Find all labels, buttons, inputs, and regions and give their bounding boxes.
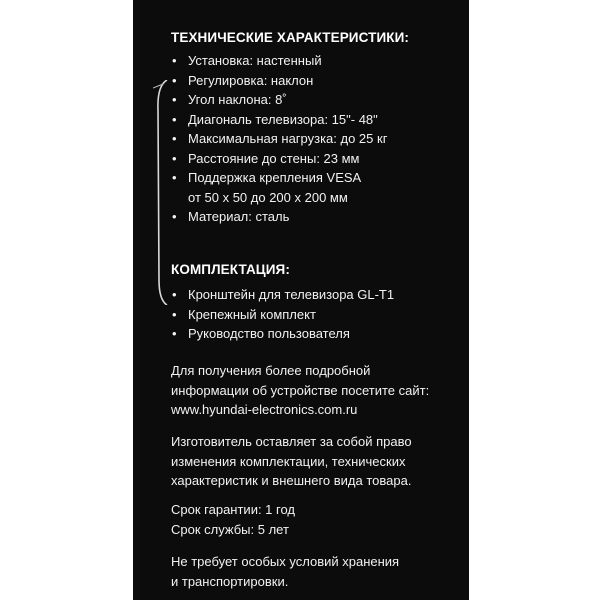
- kit-heading: КОМПЛЕКТАЦИЯ:: [171, 262, 290, 277]
- bullet-icon: •: [172, 53, 177, 68]
- kit-list: [171, 285, 394, 344]
- bullet-icon: •: [172, 170, 177, 185]
- spec-item-max-load: • Максимальная нагрузка: до 25 кг: [171, 129, 387, 149]
- kit-item-bracket: • Кронштейн для телевизора GL-T1: [171, 285, 394, 305]
- bullet-icon: •: [172, 131, 177, 146]
- spec-item-diagonal: • Диагональ телевизора: 15"- 48": [171, 110, 387, 130]
- bullet-icon: •: [172, 72, 177, 88]
- spec-item-mount: • Установка: настенный: [171, 51, 387, 71]
- bullet-icon: •: [172, 150, 177, 166]
- website-url: www.hyundai-electronics.com.ru: [171, 402, 358, 417]
- specs-heading: ТЕХНИЧЕСКИЕ ХАРАКТЕРИСТИКИ:: [171, 30, 410, 45]
- specs-list: [171, 51, 387, 227]
- spec-item-material: • Материал: сталь: [171, 207, 387, 227]
- bullet-icon: •: [172, 326, 177, 341]
- storage-note: Не требует особых условий хранения и транспортировки.: [171, 554, 400, 589]
- manufacturer-note: Изготовитель оставляет за собой право изменения комплектации, технических характеристик и внешнего вида товара.: [171, 434, 412, 488]
- bullet-icon: •: [172, 287, 177, 302]
- bullet-icon: •: [172, 209, 177, 224]
- bullet-icon: •: [172, 306, 177, 322]
- kit-item-manual: • Руководство пользователя: [171, 324, 394, 344]
- spec-item-wall-distance: • Расстояние до стены: 23 мм: [171, 149, 387, 169]
- spec-item-tilt-angle: • Угол наклона: 8˚: [171, 90, 387, 110]
- bullet-icon: •: [172, 111, 177, 127]
- bullet-icon: •: [172, 92, 177, 107]
- spec-item-adjust: • Регулировка: наклон: [171, 71, 387, 91]
- info-paragraph: Для получения более подробной информации об устройстве посетите сайт: www.hyundai-electronics.com.ru: [171, 361, 429, 420]
- warranty-period: Срок гарантии: 1 год: [171, 502, 296, 517]
- box-seam-line: [153, 80, 169, 305]
- spec-item-vesa-range: от 50 х 50 до 200 х 200 мм: [188, 189, 348, 205]
- service-life: Срок службы: 5 лет: [171, 521, 289, 537]
- box-back-panel: [133, 0, 469, 600]
- spec-item-vesa: • Поддержка крепления VESA: [171, 168, 387, 188]
- warranty-block: [171, 500, 295, 539]
- kit-item-fasteners: • Крепежный комплект: [171, 305, 394, 325]
